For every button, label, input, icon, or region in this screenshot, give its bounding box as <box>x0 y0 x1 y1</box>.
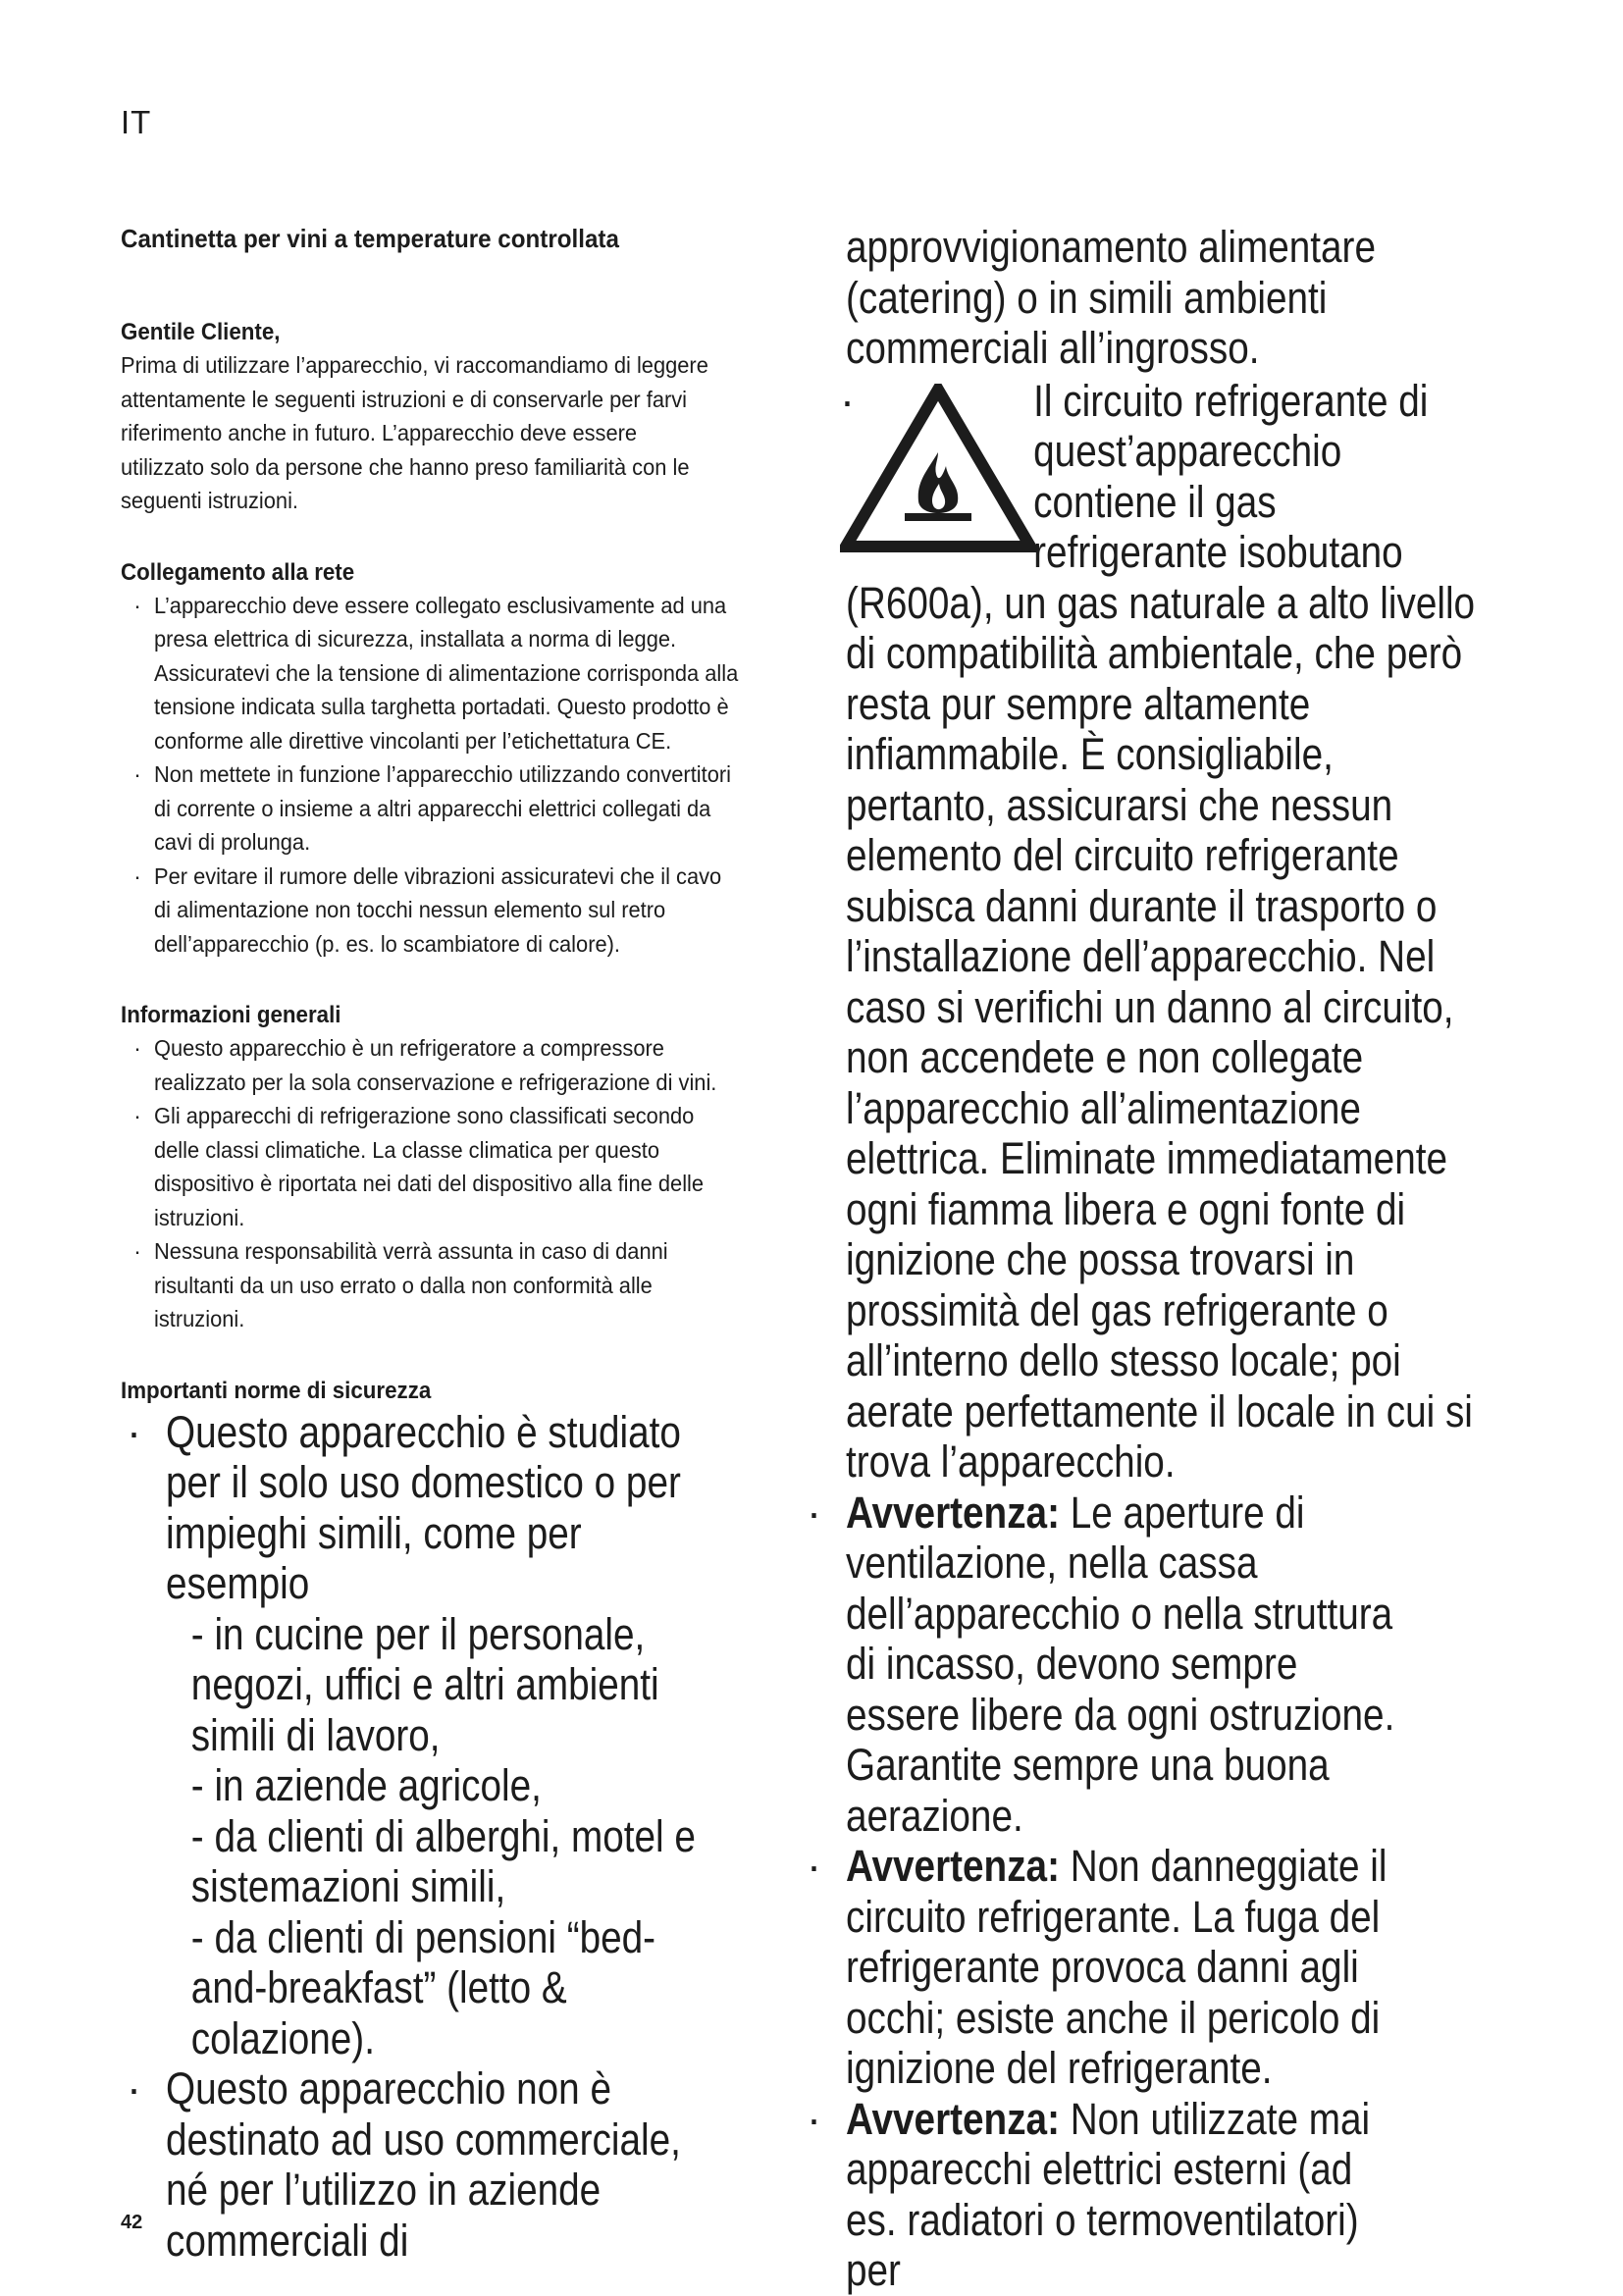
continuation-text: approvvigionamento alimentare (catering) o in simili ambienti commerciali all’ingrosso. <box>846 222 1376 373</box>
warning-label: Avvertenza: <box>846 1841 1060 1891</box>
warning-text: Non utilizzate mai apparecchi elettrici esterni (ad es. radiatori o termoventilatori) per <box>846 2093 1371 2295</box>
warning-text: Le aperture di ventilazione, nella cassa dell’apparecchio o nella struttura di incasso, devono sempre essere libere da ogni ostruzione. Garantite sempre una buona aerazione. <box>846 1487 1395 1841</box>
warning-item: · Avvertenza: Non utilizzate mai apparecchi elettrici esterni (ad es. radiatori o termoventilatori) per <box>807 2093 1371 2295</box>
warning-label: Avvertenza: <box>846 2093 1060 2144</box>
document-title: Cantinetta per vini a temperature controllata <box>121 224 619 253</box>
general-item: · Gli apparecchi di refrigerazione sono classificati secondo delle classi climatiche. La classe climatica per questo dispositivo è riportata nei dati del dispositivo alla fine delle istruzioni. <box>133 1103 705 1230</box>
page-number: 42 <box>121 2212 143 2233</box>
warning-label: Avvertenza: <box>846 1487 1060 1538</box>
left-column <box>121 222 788 2266</box>
refrigerant-intro: Il circuito refrigerante di quest’apparecchio contiene il gas refrigerante isobutano <box>1033 375 1429 577</box>
network-heading: Collegamento alla rete <box>121 558 355 586</box>
safety-item-text: Questo apparecchio non è destinato ad uso commerciale, né per l’utilizzo in aziende commerciali di <box>166 2063 681 2266</box>
refrigerant-text: (R600a), un gas naturale a alto livello di compatibilità ambientale, che però resta pur sempre altamente infiammabile. È consigliabile, pertanto, assicurarsi che nessun elemento del circuito refrigerante subisca danni durante il trasporto o l’installazione dell’apparecchio. Nel caso si verifichi un danno al circuito, non accendete e non collegate l’apparecchio all’alimentazione elettrica. Eliminate immediatamente ogni fiamma libera e ogni fonte di ignizione che possa trovarsi in prossimità del gas refrigerante o all’interno dello stesso locale; poi aerate perfettamente il locale in cui si trova l’apparecchio. <box>846 577 1476 1487</box>
network-item: · L’apparecchio deve essere collegato esclusivamente ad una presa elettrica di sicurezza, installata a norma di legge. Assicuratevi che la tensione di alimentazione corrisponda alla tensione indicata sulla targhetta portadati. Questo prodotto è conforme alle direttive vincolanti per l’etichettatura CE. <box>133 592 739 754</box>
safety-item: · Questo apparecchio è studiato per il solo uso domestico o per impieghi simili, come per esempio - in cucine per il personale, negozi, uffici e altri ambienti simili di lavoro, - in aziende agricole, - da clienti di alberghi, motel e sistemazioni simili, - da clienti di pensioni “bed-and-breakfast” (letto & colazione). <box>121 1407 788 2064</box>
language-code: IT <box>121 104 152 140</box>
network-item: · Per evitare il rumore delle vibrazioni assicuratevi che il cavo di alimentazione non tocchi nessun elemento sul retro dell’apparecchio (p. es. lo scambiatore di calore). <box>133 862 722 957</box>
safety-item: · Questo apparecchio non è destinato ad uso commerciale, né per l’utilizzo in aziende commerciali di <box>121 2063 788 2266</box>
right-column <box>807 222 1493 2296</box>
general-item: · Nessuna responsabilità verrà assunta in caso di danni risultanti da un uso errato o dalla non conformità alle istruzioni. <box>133 1238 668 1331</box>
safety-subitem: - in cucine per il personale, negozi, uffici e altri ambienti simili di lavoro, <box>190 1608 659 1760</box>
refrigerant-notice: · Il circuito refrigerante di quest’apparecchio contiene il gas refrigerante isobutano <box>840 375 1429 577</box>
greeting-section <box>121 317 788 518</box>
warning-item: · Avvertenza: Le aperture di ventilazione, nella cassa dell’apparecchio o nella struttura di incasso, devono sempre essere libere da ogni ostruzione. Garantite sempre una buona aerazione. <box>807 1487 1395 1841</box>
greeting-text: Prima di utilizzare l’apparecchio, vi raccomandiamo di leggere attentamente le seguenti istruzioni e di conservarle per farvi riferimento anche in futuro. L’apparecchio deve essere utilizzato solo da persone che hanno preso familiarità con le seguenti istruzioni. <box>121 352 708 513</box>
safety-heading: Importanti norme di sicurezza <box>121 1377 432 1404</box>
warning-text: Non danneggiate il circuito refrigerante. La fuga del refrigerante provoca danni agli occhi; esiste anche il pericolo di ignizione del refrigerante. <box>846 1841 1387 2093</box>
network-item: · Non mettete in funzione l’apparecchio utilizzando convertitori di corrente o insieme a altri apparecchi elettrici collegati da cavi di prolunga. <box>133 761 731 855</box>
network-section <box>121 557 788 962</box>
flammable-warning-icon <box>840 384 1036 557</box>
safety-subitem: - da clienti di pensioni “bed-and-breakfast” (letto & colazione). <box>190 1911 656 2063</box>
safety-subitem: - da clienti di alberghi, motel e sistemazioni simili, <box>190 1810 696 1911</box>
greeting-heading: Gentile Cliente, <box>121 319 281 345</box>
safety-section <box>121 1376 788 2267</box>
general-item: · Questo apparecchio è un refrigeratore a compressore realizzato per la sola conservazione e refrigerazione di vini. <box>133 1035 717 1095</box>
safety-item-text: Questo apparecchio è studiato per il solo uso domestico o per impieghi simili, come per esempio <box>166 1406 681 1608</box>
warning-item: · Avvertenza: Non danneggiate il circuito refrigerante. La fuga del refrigerante provoca danni agli occhi; esiste anche il pericolo di ignizione del refrigerante. <box>807 1841 1387 2093</box>
general-section <box>121 1000 788 1336</box>
safety-subitem: - in aziende agricole, <box>190 1760 542 1810</box>
general-heading: Informazioni generali <box>121 1002 341 1028</box>
